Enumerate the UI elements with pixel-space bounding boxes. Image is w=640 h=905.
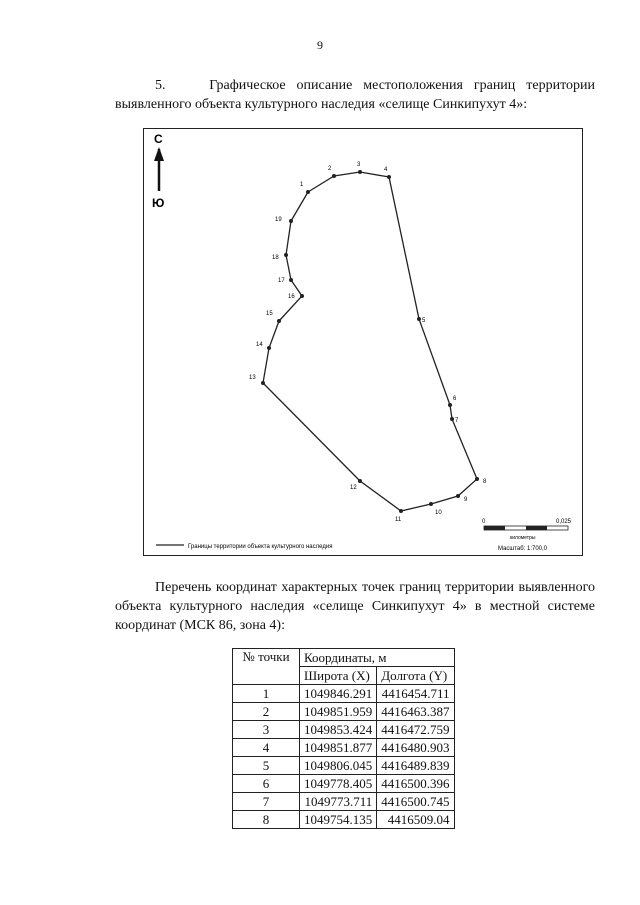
- boundary-point-label: 13: [249, 375, 256, 381]
- table-header-row: [233, 649, 455, 667]
- longitude-cell: 4416472.759: [377, 721, 454, 739]
- boundary-point-marker: [284, 253, 288, 257]
- boundary-point-label: 2: [328, 166, 332, 172]
- scale-bar: [482, 519, 572, 552]
- boundary-point-marker: [358, 170, 362, 174]
- boundary-point-marker: [429, 502, 433, 506]
- header-point-number: № точки: [233, 649, 300, 685]
- boundary-point-marker: [306, 190, 310, 194]
- boundary-point-label: 19: [275, 217, 282, 223]
- boundary-point-label: 1: [300, 182, 304, 188]
- boundary-point-label: 17: [278, 278, 285, 284]
- latitude-cell: 1049778.405: [300, 775, 377, 793]
- boundary-point-label: 6: [453, 396, 457, 402]
- boundary-point-label: 16: [288, 294, 295, 300]
- boundary-point-marker: [289, 278, 293, 282]
- latitude-cell: 1049851.877: [300, 739, 377, 757]
- boundary-point-label: 18: [272, 255, 279, 261]
- boundary-point-label: 4: [384, 167, 388, 173]
- table-row: [233, 757, 455, 775]
- header-coordinates: Координаты, м: [300, 649, 455, 667]
- point-number-cell: 6: [233, 775, 300, 793]
- boundary-point-marker: [475, 477, 479, 481]
- boundary-point-marker: [332, 174, 336, 178]
- scale-ratio: Масштаб: 1:700,0: [498, 546, 548, 552]
- scale-length: 0,025: [556, 519, 572, 525]
- boundary-point-label: 15: [266, 311, 273, 317]
- boundary-point-marker: [417, 317, 421, 321]
- boundary-point-marker: [387, 175, 391, 179]
- boundary-point-marker: [448, 403, 452, 407]
- page-number: 9: [317, 38, 323, 52]
- boundary-map-svg: [144, 129, 584, 557]
- north-label: С: [154, 132, 163, 146]
- latitude-cell: 1049851.959: [300, 703, 377, 721]
- boundary-point-marker: [399, 509, 403, 513]
- boundary-layer: [249, 162, 487, 523]
- boundary-point-marker: [358, 479, 362, 483]
- point-number-cell: 4: [233, 739, 300, 757]
- boundary-point-marker: [289, 219, 293, 223]
- table-row: [233, 685, 455, 703]
- boundary-point-label: 12: [350, 485, 357, 491]
- north-arrow-icon: [154, 147, 164, 161]
- longitude-cell: 4416454.711: [377, 685, 454, 703]
- scale-zero: 0: [482, 519, 486, 525]
- boundary-point-label: 3: [357, 162, 361, 168]
- longitude-cell: 4416489.839: [377, 757, 454, 775]
- point-number-cell: 5: [233, 757, 300, 775]
- coordinates-table: [232, 648, 455, 829]
- latitude-cell: 1049846.291: [300, 685, 377, 703]
- boundary-point-label: 5: [422, 318, 426, 324]
- boundary-point-label: 11: [395, 517, 402, 523]
- longitude-cell: 4416480.903: [377, 739, 454, 757]
- section-heading: 5. Графическое описание местоположения границ территории выявленного объекта культурного наследия «селище Синкипухут 4»:: [115, 78, 595, 112]
- latitude-cell: 1049853.424: [300, 721, 377, 739]
- table-body: [233, 685, 455, 829]
- south-label: Ю: [152, 196, 165, 210]
- scale-unit: километры: [510, 535, 536, 541]
- table-row: [233, 739, 455, 757]
- point-number-cell: 2: [233, 703, 300, 721]
- point-number-cell: 1: [233, 685, 300, 703]
- boundary-point-marker: [456, 494, 460, 498]
- table-row: [233, 793, 455, 811]
- boundary-point-marker: [261, 381, 265, 385]
- longitude-cell: 4416500.745: [377, 793, 454, 811]
- latitude-cell: 1049754.135: [300, 811, 377, 829]
- boundary-point-label: 14: [256, 342, 263, 348]
- table-row: [233, 703, 455, 721]
- latitude-cell: 1049806.045: [300, 757, 377, 775]
- boundary-point-marker: [277, 319, 281, 323]
- table-row: [233, 721, 455, 739]
- point-number-cell: 3: [233, 721, 300, 739]
- legend-label: Границы территории объекта культурного наследия: [188, 544, 333, 550]
- point-number-cell: 8: [233, 811, 300, 829]
- boundary-point-label: 7: [455, 418, 459, 424]
- boundary-point-marker: [300, 294, 304, 298]
- boundary-point-marker: [267, 346, 271, 350]
- boundary-map: [143, 128, 583, 556]
- longitude-cell: 4416500.396: [377, 775, 454, 793]
- boundary-point-label: 8: [483, 479, 487, 485]
- longitude-cell: 4416463.387: [377, 703, 454, 721]
- header-latitude: Широта (X): [300, 667, 377, 685]
- table-row: [233, 811, 455, 829]
- coords-list-heading: Перечень координат характерных точек границ территории выявленного объекта культурного наследия «селище Синкипухут 4» в местной системе координат (МСК 86, зона 4):: [115, 580, 595, 633]
- boundary-point-marker: [450, 417, 454, 421]
- table-row: [233, 775, 455, 793]
- longitude-cell: 4416509.04: [377, 811, 454, 829]
- point-number-cell: 7: [233, 793, 300, 811]
- header-longitude: Долгота (Y): [377, 667, 454, 685]
- latitude-cell: 1049773.711: [300, 793, 377, 811]
- boundary-point-label: 9: [464, 497, 468, 503]
- territory-boundary-line: [263, 172, 477, 511]
- boundary-point-label: 10: [435, 510, 442, 516]
